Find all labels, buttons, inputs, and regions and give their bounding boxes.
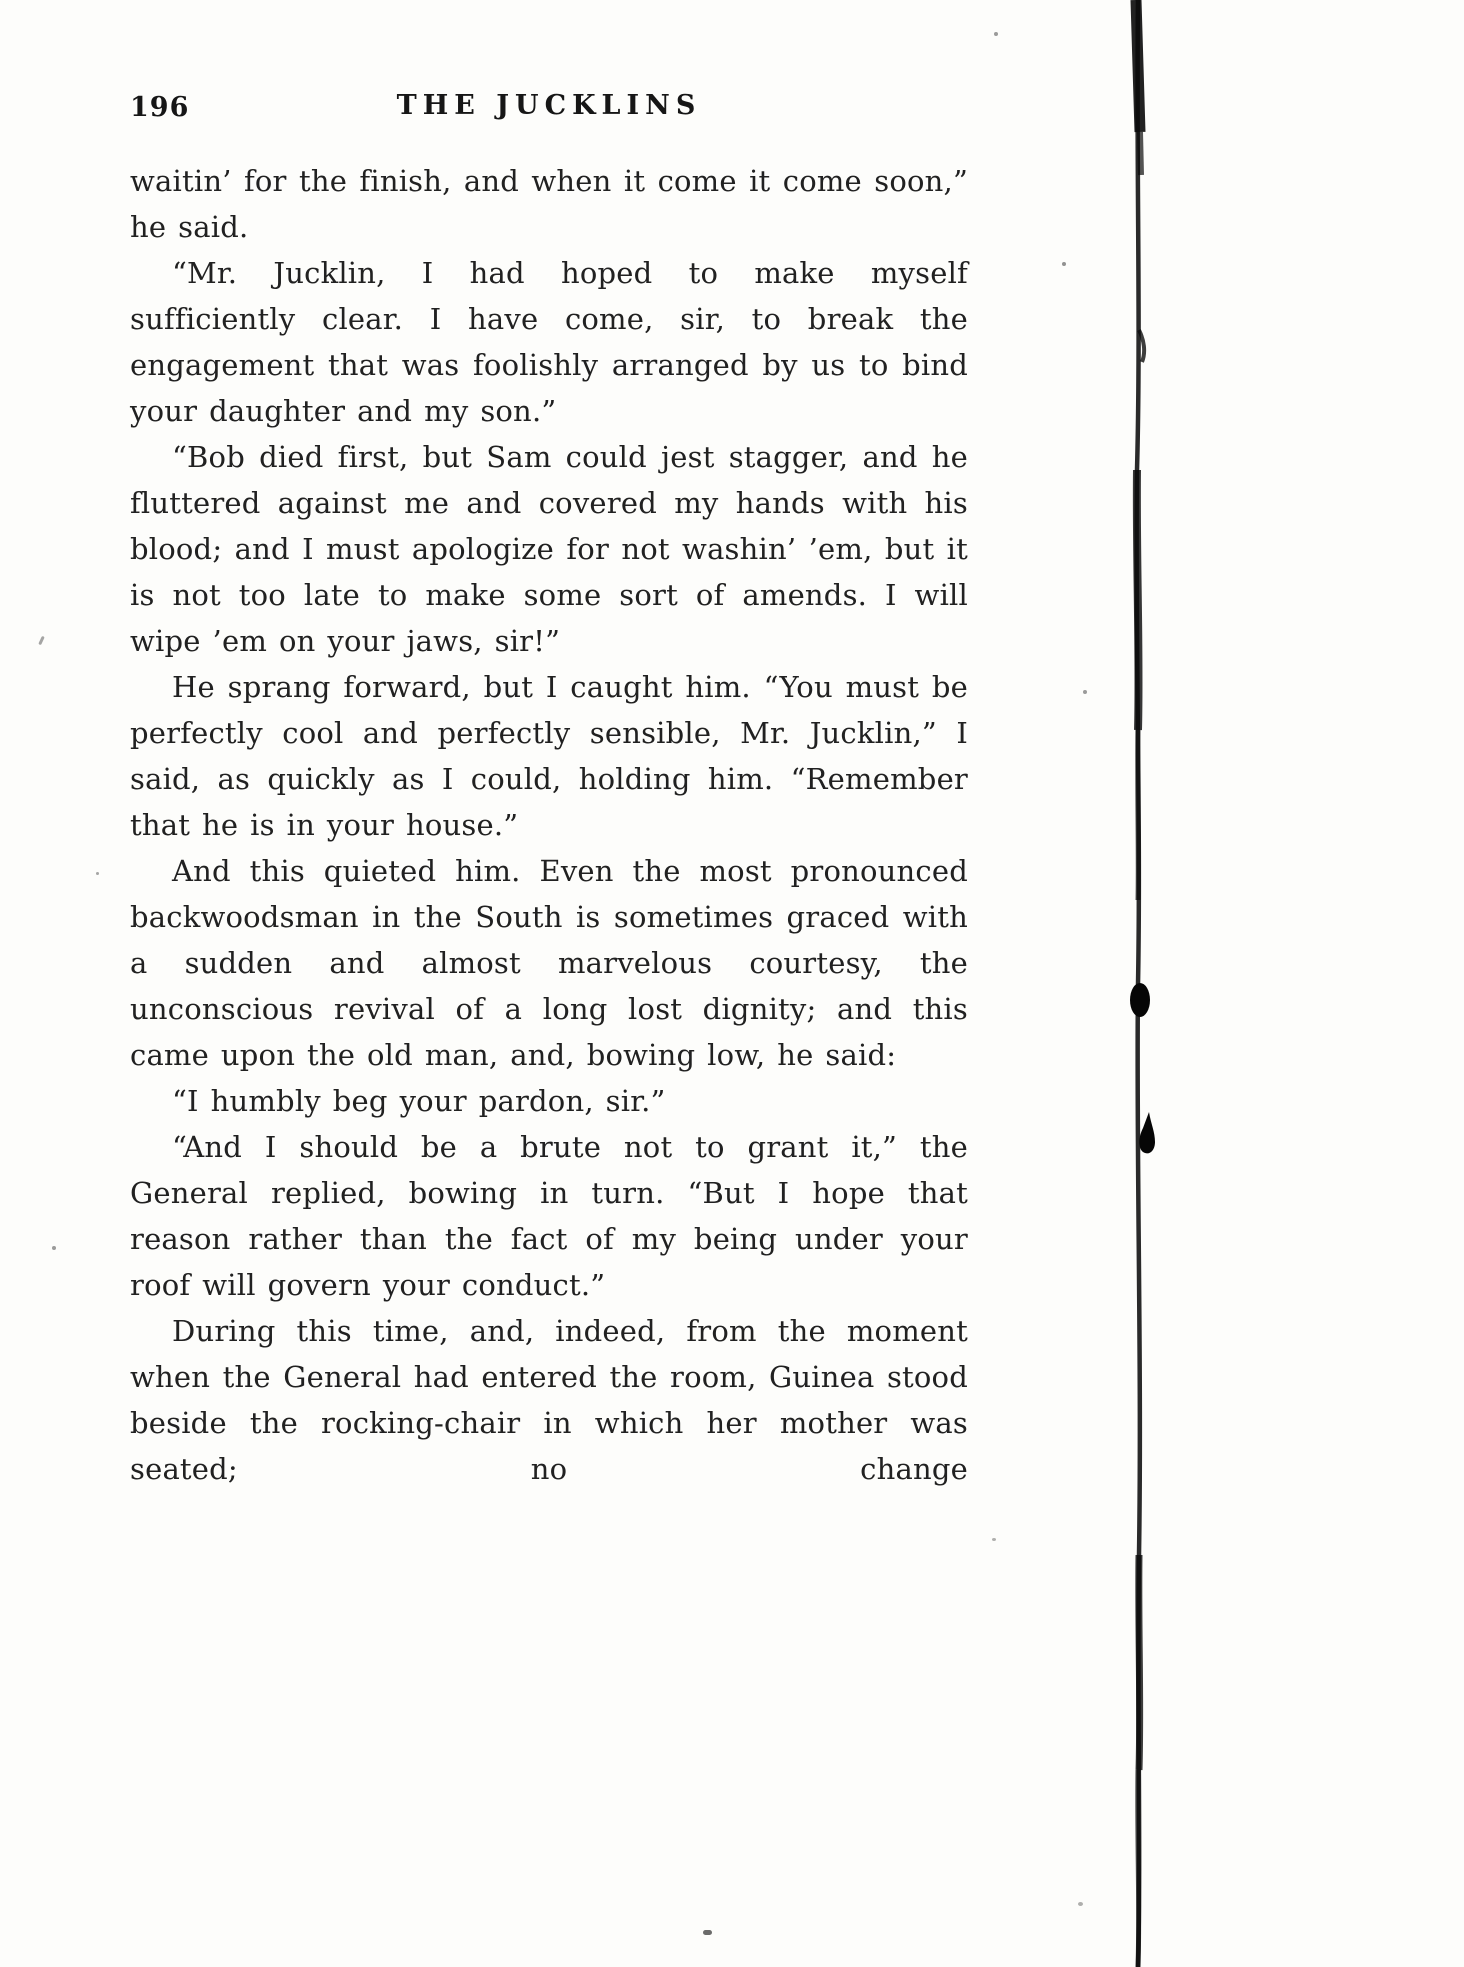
paragraph: “I humbly beg your pardon, sir.”	[172, 1084, 666, 1118]
paragraph: “Mr. Jucklin, I had hoped to make myself sufficiently clear. I have come, sir, to break the engagement that was foolishly arranged by us to bind your daughter and my son.”	[130, 256, 968, 428]
paragraph: He sprang forward, but I caught him. “You must be perfectly cool and perfectly sensible, Mr. Jucklin,” I said, as quickly as I could, holding him. “Remember that he is in your house.”	[130, 670, 968, 842]
scan-speck	[1078, 1902, 1083, 1906]
page-number: 196	[130, 92, 190, 123]
scan-speck	[96, 872, 99, 875]
paragraph: During this time, and, indeed, from the moment when the General had entered the room, Guinea stood beside the rocking-chair in which her mother was seated; no change	[130, 1314, 968, 1486]
scan-speck	[52, 1246, 56, 1250]
scan-speck	[703, 1930, 712, 1935]
page-body	[130, 158, 968, 1492]
running-title: THE JUCKLINS	[396, 90, 702, 121]
paragraph: “Bob died first, but Sam could jest stagger, and he fluttered against me and covered my hands with his blood; and I must apologize for not washin’ ’em, but it is not too late to make some sort of amends. I will wipe ’em on your jaws, sir!”	[130, 440, 968, 658]
scan-speck	[1062, 262, 1066, 266]
page-header	[130, 90, 968, 130]
paragraph: waitin’ for the finish, and when it come it come soon,” he said.	[130, 164, 968, 244]
scan-speck	[1083, 690, 1087, 694]
scan-speck	[994, 32, 998, 36]
scan-speck	[38, 636, 45, 645]
paragraph: And this quieted him. Even the most pronounced backwoodsman in the South is sometimes graced with a sudden and almost marvelous courtesy, the unconscious revival of a long lost dignity; and this came upon the old man, and, bowing low, he said:	[130, 854, 968, 1072]
scan-spine-artifact	[1100, 0, 1190, 1967]
paragraph: “And I should be a brute not to grant it,” the General replied, bowing in turn. “But I hope that reason rather than the fact of my being under your roof will govern your conduct.”	[130, 1130, 968, 1302]
scan-speck	[992, 1538, 996, 1541]
